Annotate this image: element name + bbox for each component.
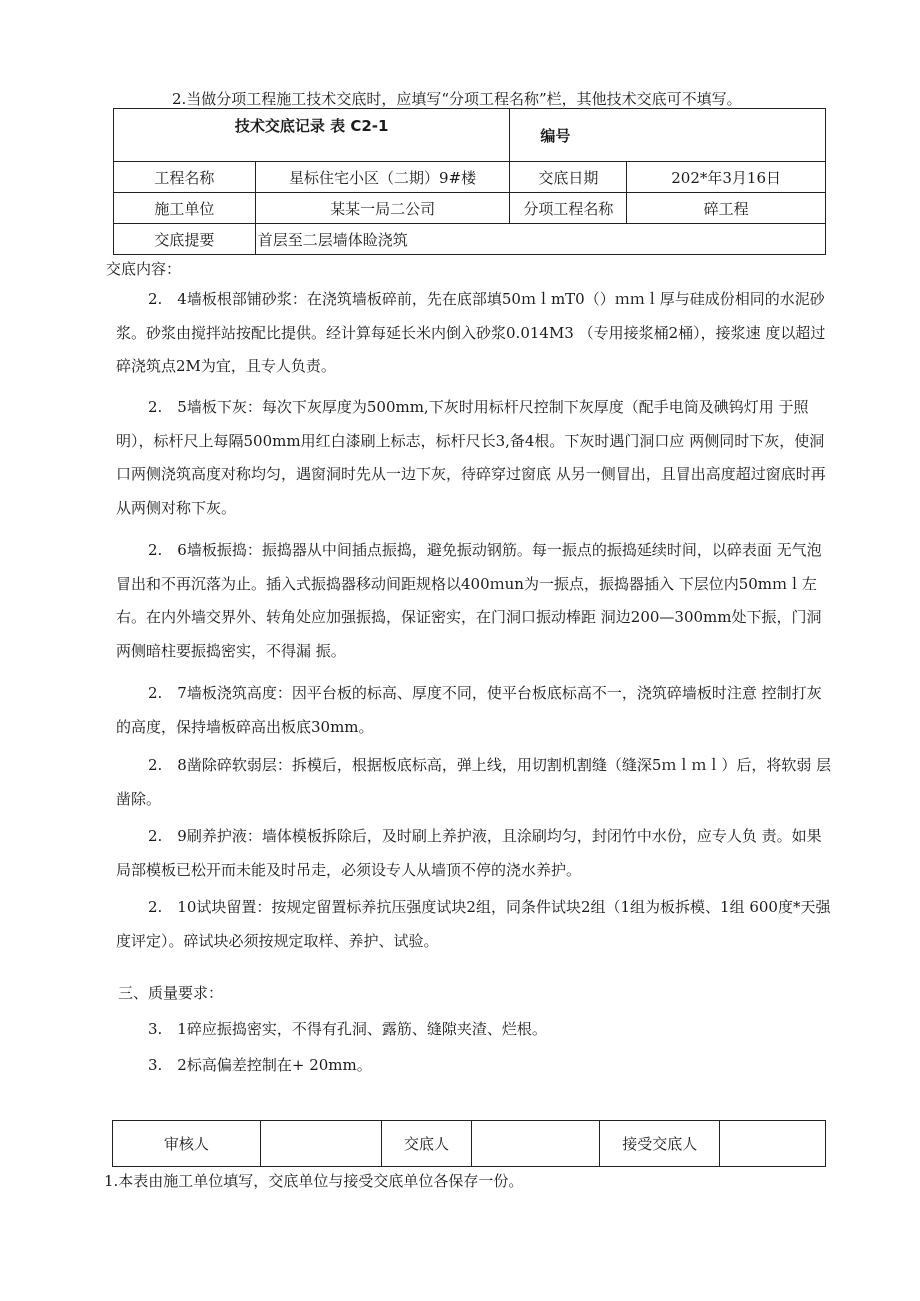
paragraph-2-10: 2. 10试块留置：按规定留置标养抗压强度试块2组，同条件试块2组（1组为板拆模、1组 600度*天强度评定）。碎试块必须按规定取样、养护、试验。 — [116, 898, 831, 950]
summary-label: 交底提要 — [114, 224, 256, 255]
summary-value: 首层至二层墙体睑浇筑 — [255, 224, 825, 255]
subproject-value: 碎工程 — [627, 193, 826, 224]
discloser-label: 交底人 — [381, 1121, 472, 1167]
paragraph-2-6: 2. 6墙板振捣：振捣器从中间插点振捣，避免振动钢筋。每一振点的振捣延续时间，以碎表面 无气泡冒出和不再沉落为止。插入式振捣器移动间距规格以400ｍun为一振点，振捣器插入 下层位内50mｍｌ左右。在内外墙交界外、转角处应加强振捣，保证密实，在门洞口振动棒距 洞边200—300mm处下振，门洞两侧暗柱要振捣密实，不得漏 振。 — [116, 541, 822, 660]
date-label: 交底日期 — [510, 162, 627, 193]
paragraph-2-4: 2. 4墙板根部铺砂浆：在浇筑墙板碎前，先在底部填50ｍｌmT0（）ｍｍｌ厚与硅成份相同的水泥砂浆。砂浆由搅拌站按配比提供。经计算每延长米内倒入砂浆0.014M3 （专用接浆桶2桶），接浆速 度以超过碎浇筑点2M为宜，且专人负责。 — [116, 290, 826, 375]
project-name-value: 星标住宅小区（二期）9#楼 — [255, 162, 510, 193]
signature-table — [112, 1120, 826, 1167]
paragraph-2-7: 2. 7墙板浇筑高度：因平台板的标高、厚度不同，使平台板底标高不一，浇筑碎墙板时注意 控制打灰的高度，保持墙板碎高出板底30mm。 — [116, 684, 822, 736]
paragraph-2-8: 2. 8凿除碎软弱层：拆模后，根据板底标高，弹上线，用切割机割缝（缝深5ｍｌｍｌ）后，将软弱 层凿除。 — [116, 756, 832, 808]
form-title: 技术交底记录 表 C2-1 — [114, 109, 510, 162]
form-number-label: 编号 — [510, 109, 826, 162]
date-value: 202*年3月16日 — [627, 162, 826, 193]
quality-title: 三、质量要求： — [118, 984, 224, 1002]
receiver-field[interactable] — [720, 1121, 826, 1167]
subproject-label: 分项工程名称 — [510, 193, 627, 224]
header-table — [113, 108, 826, 255]
paragraph-2-9: 2. 9刷养护液：墙体模板拆除后，及时刷上养护液，且涂刷均匀，封闭竹中水份，应专人负 责。如果局部模板已松开而未能及时吊走，必须设专人从墙顶不停的浇水养护。 — [116, 827, 822, 879]
bottom-note: 1.本表由施工单位填写，交底单位与接受交底单位各保存一份。 — [104, 1172, 524, 1190]
content-label: 交底内容： — [106, 260, 182, 278]
reviewer-label: 审核人 — [113, 1121, 261, 1167]
discloser-field[interactable] — [472, 1121, 600, 1167]
top-note: 2.当做分项工程施工技术交底时，应填写“分项工程名称”栏，其他技术交底可不填写。 — [172, 90, 742, 108]
contractor-value: 某某一局二公司 — [255, 193, 510, 224]
contractor-label: 施工单位 — [114, 193, 256, 224]
quality-item: 3. 1碎应振捣密实，不得有孔洞、露筋、缝隙夹渣、烂根。 — [148, 1020, 547, 1038]
project-name-label: 工程名称 — [114, 162, 256, 193]
quality-item: 3. 2标高偏差控制在+ 20mm。 — [148, 1056, 372, 1074]
reviewer-field[interactable] — [260, 1121, 381, 1167]
paragraph-2-5: 2. 5墙板下灰：每次下灰厚度为500mm,下灰时用标杆尺控制下灰厚度（配手电筒及碘钨灯用 于照明），标杆尺上每隔500mm用红白漆刷上标志，标杆尺长3,备4根。下灰时遇门洞口应 两侧同时下灰，使洞口两侧浇筑高度对称均匀，遇窗洞时先从一边下灰，待碎穿过窗底 从另一侧冒出，且冒出高度超过窗底时再从两侧对称下灰。 — [116, 398, 826, 517]
receiver-label: 接受交底人 — [600, 1121, 720, 1167]
